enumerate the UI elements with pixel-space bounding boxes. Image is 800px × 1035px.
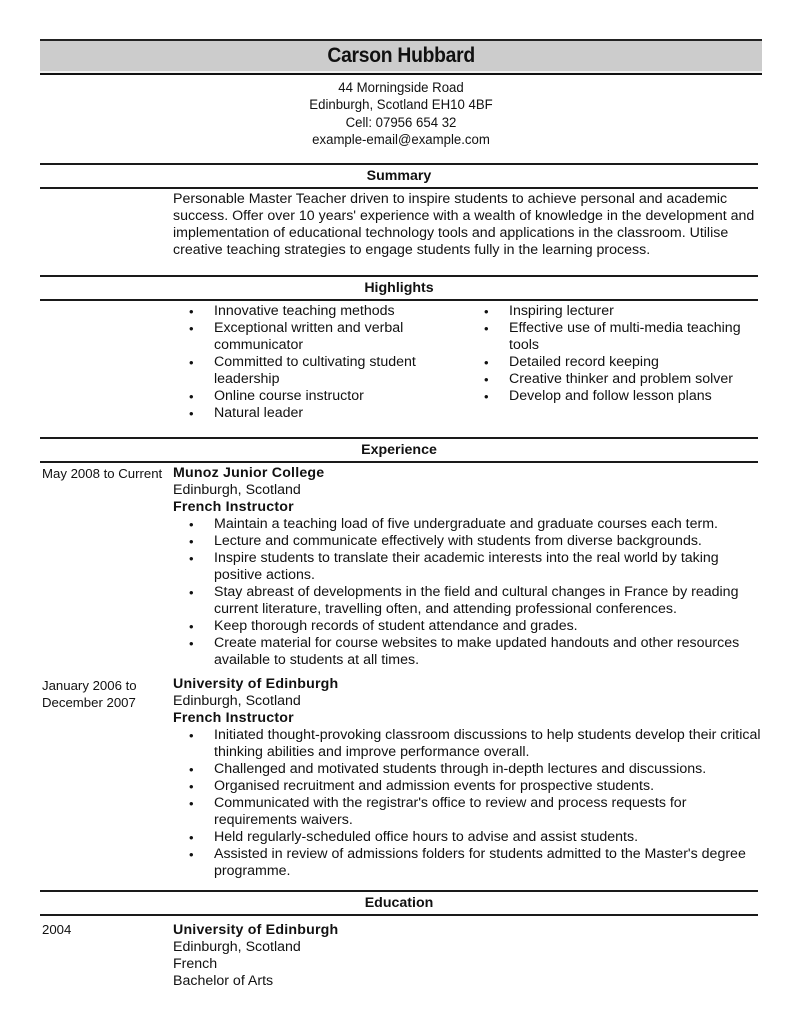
highlight-item: • Innovative teaching methods [173,303,443,320]
job-duty: • Organised recruitment and admission events for prospective students. [173,778,763,795]
address-line-2: Edinburgh, Scotland EH10 4BF [309,97,493,114]
address-line-1: 44 Morningside Road [338,80,464,96]
job-duty: • Assisted in review of admissions folders for students admitted to the Master's degree programme. [173,846,763,880]
email: example-email@example.com [312,131,490,148]
job-duty: • Held regularly-scheduled office hours to advise and assist students. [173,829,763,846]
job-dates-start: January 2006 to [42,678,137,693]
contact-info [40,80,762,149]
job-organization: University of Edinburgh [173,676,339,692]
education-location: Edinburgh, Scotland [173,939,301,955]
experience-heading: Experience [40,437,758,463]
highlight-item: • Develop and follow lesson plans [468,388,758,405]
highlight-item: • Exceptional written and verbal communicator [173,320,443,354]
education-heading: Education [40,890,758,916]
job-duty: • Keep thorough records of student attendance and grades. [173,618,763,635]
summary-text: Personable Master Teacher driven to inspire students to achieve personal and academic success. Offer over 10 years' experience with a wealth of knowledge in the development and implementation of educational technology tools and applications in the classroom. Utilise creative teaching strategies to engage students fully in the learning process. [173,191,755,258]
education-entry [173,922,763,990]
job-dates: May 2008 to Current [42,466,163,481]
job-duty: • Maintain a teaching load of five undergraduate and graduate courses each term. [173,516,763,533]
job-duty: • Inspire students to translate their academic interests into the real world by taking positive actions. [173,550,763,584]
highlight-item: • Detailed record keeping [468,354,758,371]
phone: Cell: 07956 654 32 [345,114,457,131]
highlight-item: • Effective use of multi-media teaching tools [468,320,758,354]
job-entry [173,465,763,669]
job-duty: • Lecture and communicate effectively with students from diverse backgrounds. [173,533,763,550]
job-duty: • Create material for course websites to make updated handouts and other resources available to students at all times. [173,635,763,669]
highlight-item: • Creative thinker and problem solver [468,371,758,388]
job-duty: • Communicated with the registrar's office to review and process requests for requirements waivers. [173,795,763,829]
candidate-name: Carson Hubbard [327,44,475,67]
highlight-item: • Committed to cultivating student leadership [173,354,443,388]
job-location: Edinburgh, Scotland [173,482,301,498]
job-location: Edinburgh, Scotland [173,693,301,709]
name-banner [40,39,762,71]
job-dates [42,677,172,711]
job-dates-end: December 2007 [42,695,136,710]
job-duty: • Stay abreast of developments in the field and cultural changes in France by reading current literature, travelling often, and attending professional conferences. [173,584,763,618]
job-title: French Instructor [173,710,294,726]
highlights-left-list [173,303,443,422]
education-institution: University of Edinburgh [173,922,339,938]
education-degree: Bachelor of Arts [173,973,274,989]
education-field: French [173,956,218,972]
summary-heading: Summary [40,163,758,189]
highlight-item: • Online course instructor [173,388,443,405]
highlight-item: • Inspiring lecturer [468,303,758,320]
highlights-right-list [468,303,758,405]
job-duties-list [173,516,763,669]
job-duties-list [173,727,763,880]
job-entry [173,676,763,880]
job-duty: • Initiated thought-provoking classroom discussions to help students develop their critical thinking abilities and improve performance overall. [173,727,763,761]
education-year: 2004 [42,922,72,937]
job-organization: Munoz Junior College [173,465,325,481]
job-title: French Instructor [173,499,294,515]
job-duty: • Challenged and motivated students through in-depth lectures and discussions. [173,761,763,778]
highlights-heading: Highlights [40,275,758,301]
highlight-item: • Natural leader [173,405,443,422]
